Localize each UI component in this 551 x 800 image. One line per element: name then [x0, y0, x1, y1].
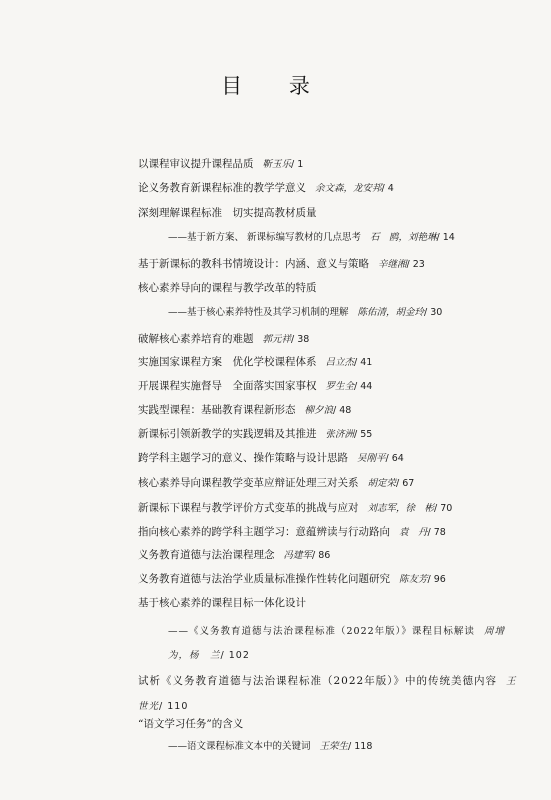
toc-entry — [138, 356, 372, 369]
entry-page: / 102 — [220, 650, 250, 661]
entry-author: 陈友芳 — [399, 574, 428, 585]
entry-title: 试析《义务教育道德与法治课程标准（2022年版）》中的传统美德内容 — [138, 675, 497, 687]
entry-title: 论义务教育新课程标准的教学学意义 — [138, 182, 306, 194]
toc-entry — [138, 597, 306, 609]
entry-author: 余文森，龙安邦 — [315, 183, 382, 194]
entry-author: 张济洲 — [325, 429, 355, 440]
entry-title: 深刻理解课程标准 切实提高教材质量 — [138, 207, 317, 219]
entry-author: 胡定荣 — [367, 478, 397, 489]
entry-title: 破解核心素养培育的难题 — [138, 333, 254, 345]
entry-subtitle: ——《义务教育道德与法治课程标准（2022年版）》课程目标解读 — [168, 626, 475, 637]
entry-page: / 4 — [381, 183, 394, 194]
entry-page: / 23 — [406, 259, 425, 270]
entry-author: 辛继湘 — [378, 259, 407, 270]
entry-page: / 38 — [291, 334, 310, 345]
entry-title: 基于新课标的教科书情境设计：内涵、意义与策略 — [138, 258, 369, 270]
entry-author: 郭元祥 — [262, 334, 292, 345]
entry-page: / 14 — [436, 232, 455, 243]
toc-entry — [138, 158, 303, 171]
toc-subentry — [138, 232, 455, 244]
page-title: 目 录 — [221, 74, 330, 98]
entry-page: / 86 — [312, 550, 331, 561]
entry-author: 靳玉乐 — [262, 159, 292, 170]
toc-entry — [138, 502, 452, 515]
entry-author: 陈佑清，胡金玲 — [357, 307, 425, 318]
toc-entry — [138, 669, 518, 719]
toc-entry — [138, 380, 372, 393]
entry-title: 新课标引领新教学的实践逻辑及其推进 — [138, 428, 317, 440]
entry-title: 义务教育道德与法治课程理念 — [138, 549, 275, 561]
entry-title: 开展课程实施督导 全面落实国家事权 — [138, 380, 317, 392]
entry-title: 实施国家课程方案 优化学校课程体系 — [138, 356, 317, 368]
entry-page: / 1 — [291, 159, 304, 170]
toc-subentry — [138, 741, 372, 753]
toc-entry — [138, 573, 446, 586]
entry-page: / 30 — [424, 307, 443, 318]
toc-entry — [138, 282, 317, 294]
entry-subtitle: ——语文课程标准文本中的关键词 — [168, 741, 311, 752]
toc-entry — [138, 718, 243, 730]
entry-author: 王世光 — [138, 676, 517, 712]
entry-page: / 64 — [385, 453, 404, 464]
entry-title: 实践型课程：基础教育课程新形态 — [138, 404, 296, 416]
entry-author: 周增为，杨 兰 — [168, 626, 505, 661]
entry-author: 刘志军，徐 彬 — [367, 503, 435, 514]
toc-entry — [138, 333, 309, 346]
entry-title: 指向核心素养的跨学科主题学习：意蕴辨读与行动路向 — [138, 526, 390, 538]
toc-entry — [138, 477, 414, 490]
entry-author: 吕立杰 — [325, 357, 355, 368]
toc-entry — [138, 207, 317, 219]
entry-page: / 41 — [354, 357, 373, 368]
entry-author: 王荣生 — [319, 741, 349, 752]
entry-page: / 78 — [427, 527, 446, 538]
entry-author: 石 鸥，刘艳琳 — [370, 232, 437, 243]
entry-page: / 67 — [396, 478, 415, 489]
entry-page: / 55 — [354, 429, 373, 440]
entry-page: / 70 — [434, 503, 453, 514]
entry-title: 核心素养导向的课程与教学改革的特质 — [138, 282, 317, 294]
toc-entry — [138, 404, 351, 417]
entry-author: 吴刚平 — [357, 453, 386, 464]
entry-author: 袁 丹 — [399, 527, 428, 538]
toc-entry — [138, 526, 446, 539]
toc-entry — [138, 182, 394, 195]
entry-title: 核心素养导向课程教学变革应辩证处理三对关系 — [138, 477, 359, 489]
entry-page: / 96 — [427, 574, 446, 585]
entry-title: “语文学习任务”的含义 — [138, 718, 244, 730]
toc-subentry — [138, 307, 442, 319]
entry-subtitle: ——基于新方案、 新课标编写教材的几点思考 — [168, 232, 362, 243]
entry-title: 义务教育道德与法治学业质量标准操作性转化问题研究 — [138, 573, 390, 585]
entry-title: 基于核心素养的课程目标一体化设计 — [138, 597, 306, 609]
entry-author: 罗生全 — [325, 381, 355, 392]
toc-entry — [138, 428, 372, 441]
entry-page: / 110 — [159, 701, 189, 712]
toc-subentry — [138, 620, 518, 668]
entry-title: 以课程审议提升课程品质 — [138, 158, 254, 170]
entry-page: / 44 — [354, 381, 373, 392]
toc-entry — [138, 258, 425, 271]
entry-title: 跨学科主题学习的意义、操作策略与设计思路 — [138, 452, 348, 464]
entry-page: / 48 — [333, 405, 352, 416]
toc-entry — [138, 549, 330, 562]
entry-page: / 118 — [348, 741, 373, 752]
entry-author: 冯建军 — [283, 550, 313, 561]
toc-entry — [138, 452, 404, 465]
entry-subtitle: ——基于核心素养特性及其学习机制的理解 — [168, 307, 349, 318]
entry-author: 柳夕浪 — [304, 405, 334, 416]
entry-title: 新课标下课程与教学评价方式变革的挑战与应对 — [138, 502, 359, 514]
